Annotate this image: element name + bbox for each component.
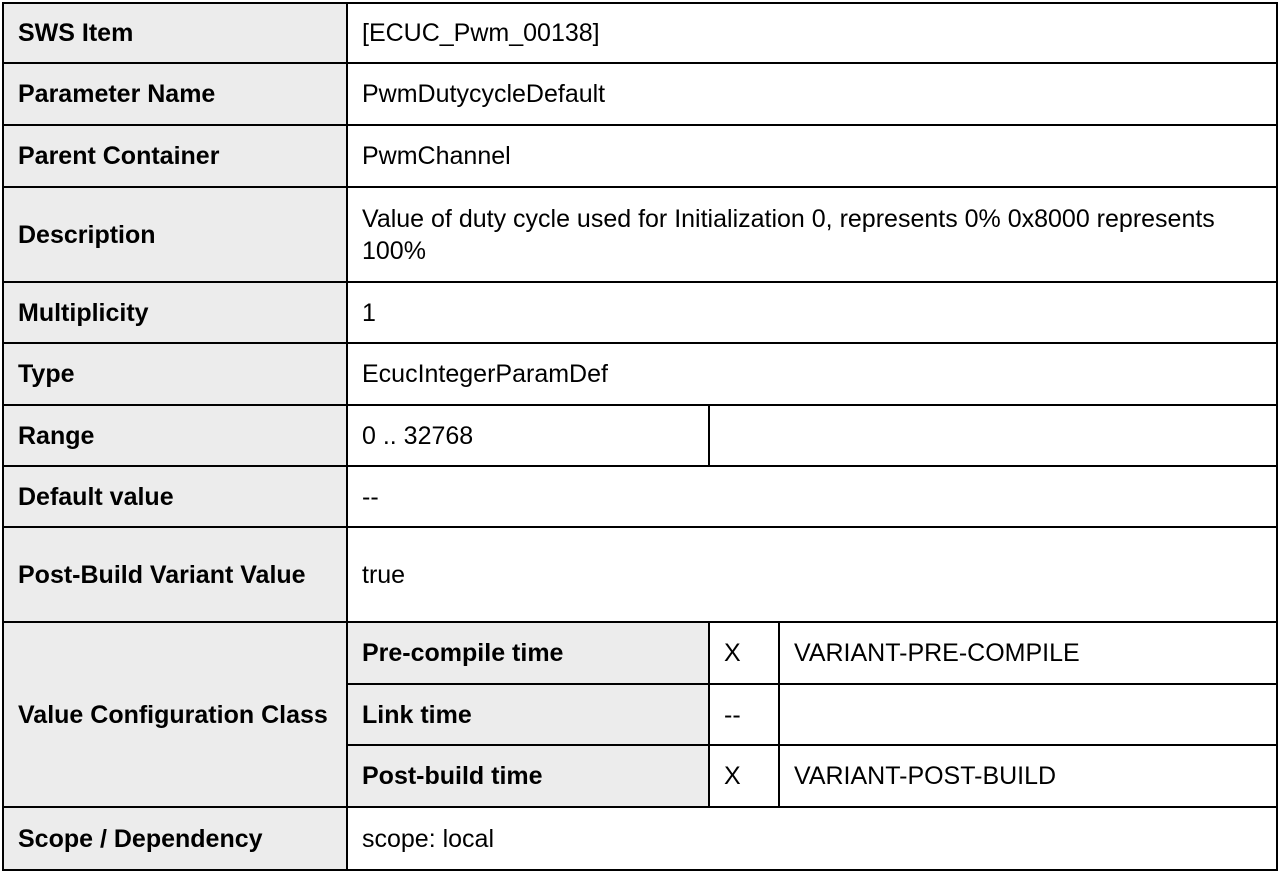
description-label: Description (3, 187, 347, 282)
row-type (3, 343, 1277, 405)
default-value-label: Default value (3, 466, 347, 527)
type-value: EcucIntegerParamDef (347, 343, 1277, 405)
pre-compile-time-variant: VARIANT-PRE-COMPILE (779, 622, 1277, 684)
link-time-variant (779, 684, 1277, 745)
sws-item-value: [ECUC_Pwm_00138] (347, 3, 1277, 63)
type-label: Type (3, 343, 347, 405)
row-parent-container (3, 125, 1277, 187)
parent-container-value: PwmChannel (347, 125, 1277, 187)
row-value-configuration-pre-compile (3, 622, 1277, 684)
scope-dependency-label: Scope / Dependency (3, 807, 347, 870)
parent-container-label: Parent Container (3, 125, 347, 187)
row-sws-item (3, 3, 1277, 63)
row-parameter-name (3, 63, 1277, 125)
pre-compile-time-label: Pre-compile time (347, 622, 709, 684)
sws-item-label: SWS Item (3, 3, 347, 63)
post-build-time-label: Post-build time (347, 745, 709, 807)
post-build-variant-value-label: Post-Build Variant Value (3, 527, 347, 622)
link-time-mark: -- (709, 684, 779, 745)
row-description (3, 187, 1277, 282)
post-build-time-variant: VARIANT-POST-BUILD (779, 745, 1277, 807)
description-value: Value of duty cycle used for Initialization 0, represents 0% 0x8000 represents 100% (347, 187, 1277, 282)
multiplicity-value: 1 (347, 282, 1277, 343)
row-range (3, 405, 1277, 466)
default-value-value: -- (347, 466, 1277, 527)
link-time-label: Link time (347, 684, 709, 745)
parameter-spec-table (2, 2, 1278, 871)
post-build-time-mark: X (709, 745, 779, 807)
range-value: 0 .. 32768 (347, 405, 709, 466)
pre-compile-time-mark: X (709, 622, 779, 684)
post-build-variant-value-value: true (347, 527, 1277, 622)
parameter-name-label: Parameter Name (3, 63, 347, 125)
multiplicity-label: Multiplicity (3, 282, 347, 343)
range-extra (709, 405, 1277, 466)
row-post-build-variant-value (3, 527, 1277, 622)
scope-dependency-value: scope: local (347, 807, 1277, 870)
parameter-name-value: PwmDutycycleDefault (347, 63, 1277, 125)
row-default-value (3, 466, 1277, 527)
row-scope-dependency (3, 807, 1277, 870)
range-label: Range (3, 405, 347, 466)
value-configuration-class-label: Value Configuration Class (3, 622, 347, 807)
row-multiplicity (3, 282, 1277, 343)
